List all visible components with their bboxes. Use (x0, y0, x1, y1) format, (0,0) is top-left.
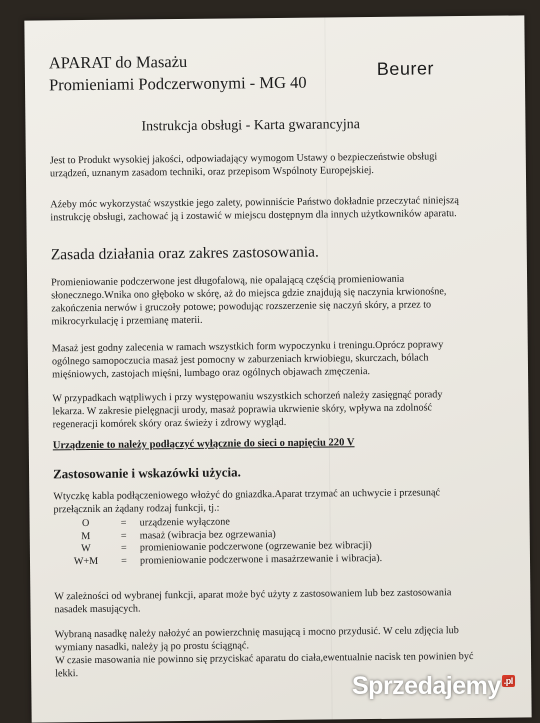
legend-description: masaż (wibracja bez ogrzewania) (139, 528, 276, 542)
legend-code: M (81, 530, 91, 542)
section-heading-principle: Zasada działania oraz zakres zastosowania. (50, 243, 319, 264)
voltage-warning: Urządzenie to należy podłączyć wyłącznie do sieci o napięciu 220 V (52, 437, 355, 452)
title-line-2: Promieniami Podczerwonymi - MG 40 (48, 72, 307, 95)
title-line-1: APARAT do Masażu (48, 51, 188, 73)
brand-logo: Beurer (376, 58, 434, 79)
legend-equals: = (121, 555, 127, 567)
document-content (24, 15, 531, 722)
document-page (24, 15, 531, 722)
legend-equals: = (120, 517, 127, 529)
section2-paragraph-2: W zależności od wybranej funkcji, aparat może być użyty z zastosowaniem lub bez zastosowania nasadek masujących. (54, 587, 452, 616)
legend-equals: = (120, 542, 127, 554)
legend-description: promieniowanie podczerwone i masażrzewanie i wibracja). (139, 552, 383, 567)
legend-description: promieniowanie podczerwone (ogrzewanie bez wibracji) (139, 540, 372, 554)
section2-paragraph-1: Wtyczkę kabla podłączeniowego włożyć do gniazdka.Aparat trzymać an uchwycie i przesunąć przełącznik an żądany rodzaj funkcji, tj.: (53, 487, 441, 516)
intro-paragraph-2: Aźeby móc wykorzystać wszystkie jego zalety, powinniście Państwo dokładnie przeczytać niniejszą instrukcję obsługi, zachować ją i zostawić w miejscu dostępnym dla innych użytkowników aparatu. (50, 195, 459, 224)
function-legend (64, 515, 383, 569)
legend-code: W+M (73, 555, 99, 567)
section2-paragraph-3: Wybraną nasadkę należy nałożyć an powierzchnię masującą i mocno przydusić. W celu zdjęcia lub wymiany nasadki, należy ją po prostu ściągnąć. (54, 625, 459, 654)
sprzedajemy-watermark (352, 672, 515, 701)
document-title (49, 50, 307, 97)
section-heading-usage: Zastosowanie i wskazówki użycia. (53, 464, 241, 482)
intro-paragraph-1: Jest to Produkt wysokiej jakości, odpowiadający wymogom Ustawy o bezpieczeństwie obsługi urządzeń, uznanym zasadom techniki, oraz przepisom Wspólnoty Europejskiej. (49, 151, 438, 180)
legend-equals: = (120, 530, 127, 542)
section2-paragraph-4: W czasie masowania nie powinno się przyciskać aparatu do ciała,ewentualnie nacisk ten powinien być lekki. (54, 650, 474, 680)
watermark-badge: .pl (503, 676, 513, 686)
watermark-text: Sprzedajemy (352, 672, 501, 700)
section1-paragraph-3: W przypadkach wątpliwych i przy występowaniu wszystkich schorzeń należy zasięgnąć porady lekarza. W zakresie pielęgnacji urody, masaż poprawia ukrwienie skóry, wpływa na zdolność regeneracji komórek skóry oraz świeży i zdrowy wygląd. (52, 389, 443, 431)
document-subtitle: Instrukcja obsługi - Karta gwarancyjna (141, 117, 361, 135)
section1-paragraph-1: Promieniowanie podczerwone jest długofalową, nie opalającą częścią promieniowania słonecznego.Wnika ono głęboko w skórę, aż do miejsca gdzie znajdują się naczynia krwionośne, zakończenia nerwów i gruczoły potowe; powodując rozszerzenie się naczyń skóry, a przez to mikrocyrkulację i przemianę materii. (51, 273, 447, 328)
legend-description: urządzenie wyłączone (139, 516, 230, 529)
legend-code: W (81, 543, 91, 555)
legend-code: O (81, 517, 90, 530)
legend-row (64, 553, 382, 569)
section1-paragraph-2: Masaż jest godny zalecenia w ramach wszystkich form wypoczynku i treningu.Oprócz poprawy ogólnego samopoczucia masaż jest pomocny w zaburzeniach krwiobiegu, skurczach, bólach mięśniowych, zastojach mięśni, lumbago oraz ogólnych objawach zmęczenia. (51, 339, 444, 381)
